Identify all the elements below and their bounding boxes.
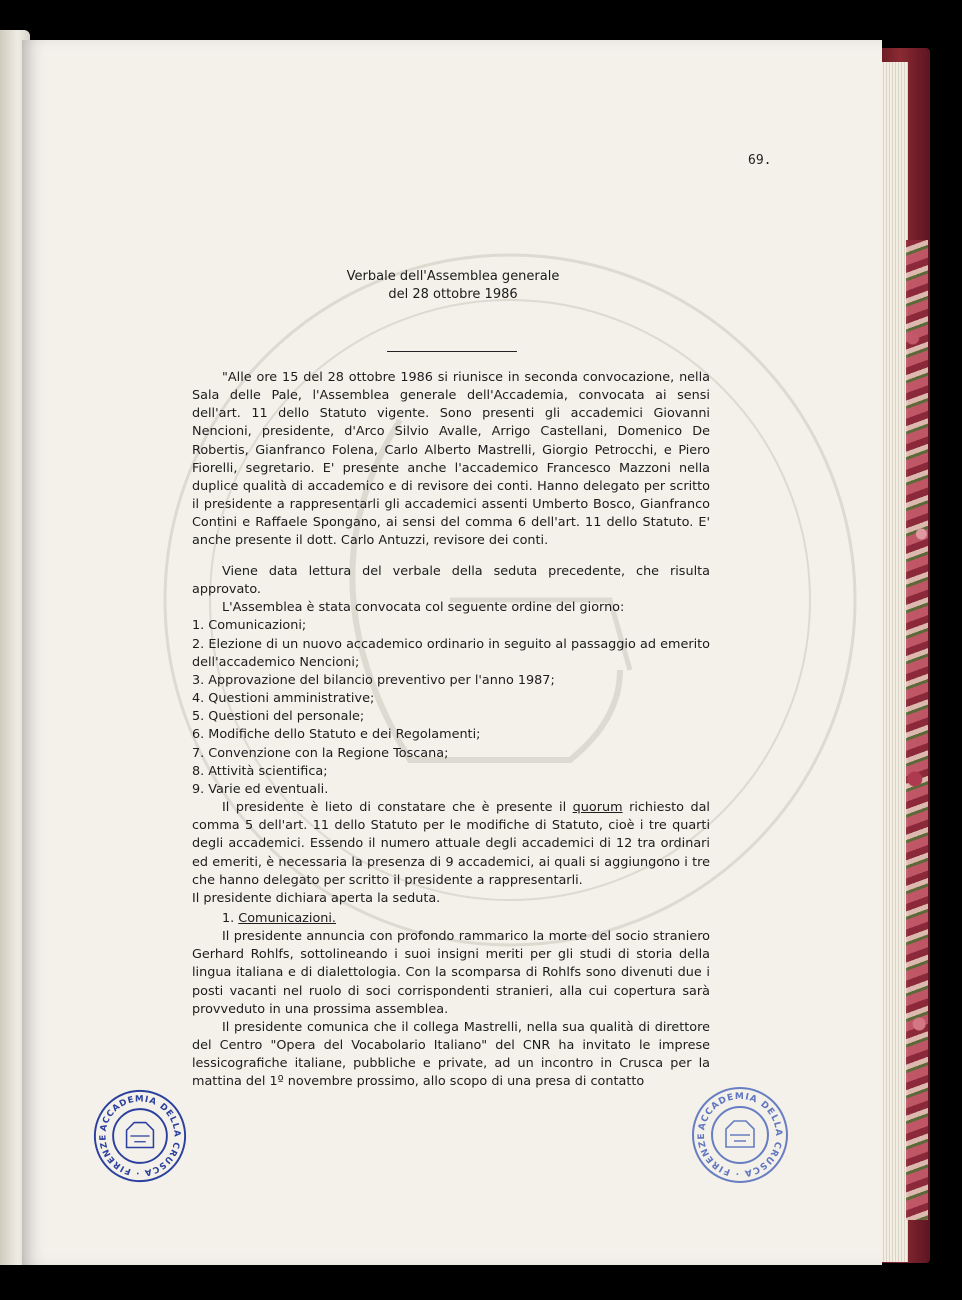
section-1-paragraph-2: Il presidente comunica che il collega Mastrelli, nella sua qualità di direttore del Centro "Opera del Vocabolario Italiano" del CNR ha invitato le imprese lessicografiche italiane, pubbliche e private, ad un incontro in Crusca per la mattina del 1º novembre prossimo, allo scopo di una presa di contatto [192, 1019, 710, 1090]
agenda-item: 6. Modifiche dello Statuto e dei Regolamenti; [192, 727, 481, 743]
agenda-item: 4. Questioni amministrative; [192, 691, 375, 707]
stamp-right-text: ACCADEMIA DELLA CRUSCA · FIRENZE [696, 1091, 784, 1179]
agenda-item: 7. Convenzione con la Regione Toscana; [192, 745, 449, 761]
section-1-paragraph-1: Il presidente annuncia con profondo rammarico la morte del socio straniero Gerhard Rohlfs, sottolineando i suoi insigni meriti per gli studi di storia della lingua italiana e di dialettologia. Con la scomparsa di Rohlfs sono divenuti due i posti vacanti nel ruolo di soci corrispondenti stranieri, alla cui copertura sarà provveduto in una prossima assemblea. [192, 929, 710, 1017]
agenda-item: 8. Attività scientifica; [192, 763, 328, 779]
agenda-list [192, 617, 710, 799]
quorum-text-before: Il presidente è lieto di constatare che è presente il [222, 800, 573, 816]
page-number: 69. [748, 153, 772, 168]
agenda-section [192, 563, 710, 908]
agenda-intro: L'Assemblea è stata convocata col seguente ordine del giorno: [222, 600, 625, 616]
section-1-title: Comunicazioni. [238, 911, 337, 926]
section-1 [192, 910, 710, 1092]
section-1-number: 1. [222, 911, 239, 926]
title-line-2: del 28 ottobre 1986 [388, 287, 518, 302]
crusca-stamp-right [690, 1085, 790, 1185]
agenda-item: 5. Questioni del personale; [192, 709, 365, 725]
agenda-item: 3. Approvazione del bilancio preventivo per l'anno 1987; [192, 672, 555, 688]
title-line-1: Verbale dell'Assemblea generale [346, 269, 560, 284]
crusca-stamp-left [92, 1088, 188, 1184]
opening-text: "Alle ore 15 del 28 ottobre 1986 si riunisce in seconda convocazione, nella Sala delle Pale, l'Assemblea generale dell'Accademia, convocata ai sensi dell'art. 11 dello Statuto vigente. Sono presenti gli accademici Giovanni Nencioni, presidente, d'Arco Silvio Avalle, Arrigo Castellani, Domenico De Robertis, Gianfranco Folena, Carlo Alberto Mastrelli, Giorgio Petrocchi, e Piero Fiorelli, segretario. E' presente anche l'accademico Francesco Mazzoni nella duplice qualità di accademico e di revisore dei conti. Hanno delegato per scritto il presidente a rappresentarli gli accademici assenti Umberto Bosco, Gianfranco Contini e Raffaele Spongano, ai sensi del comma 6 dell'art. 11 dello Statuto. E' anche presente il dott. Carlo Antuzzi, revisore dei conti. [192, 370, 710, 549]
stamp-left-text: ACCADEMIA DELLA CRUSCA · FIRENZE [98, 1094, 182, 1178]
agenda-item: 2. Elezione di un nuovo accademico ordinario in seguito al passaggio ad emerito dell'accademico Nencioni; [192, 636, 710, 670]
title-divider [387, 351, 517, 352]
quorum-paragraph [192, 799, 710, 890]
quorum-text-after: richiesto dal comma 5 dell'art. 11 dello Statuto per le modifiche di Statuto, cioè i tre quarti degli accademici. Essendo il numero attuale degli accademici di 12 tra ordinari ed emeriti, è necessaria la presenza di 9 accademici, ai quali si aggiungono i tre che hanno delegato per scritto il presidente a rappresentarli. [192, 800, 710, 888]
document-title [318, 268, 588, 304]
marbled-endpaper [906, 240, 928, 1220]
session-open: Il presidente dichiara aperta la seduta. [192, 890, 441, 906]
quorum-underlined: quorum [572, 800, 623, 816]
section-1-heading [192, 910, 710, 928]
agenda-item: 9. Varie ed eventuali. [192, 781, 329, 797]
reading-paragraph: Viene data lettura del verbale della seduta precedente, che risulta approvato. [192, 564, 710, 598]
agenda-item: 1. Comunicazioni; [192, 618, 307, 634]
opening-paragraph [192, 369, 710, 551]
